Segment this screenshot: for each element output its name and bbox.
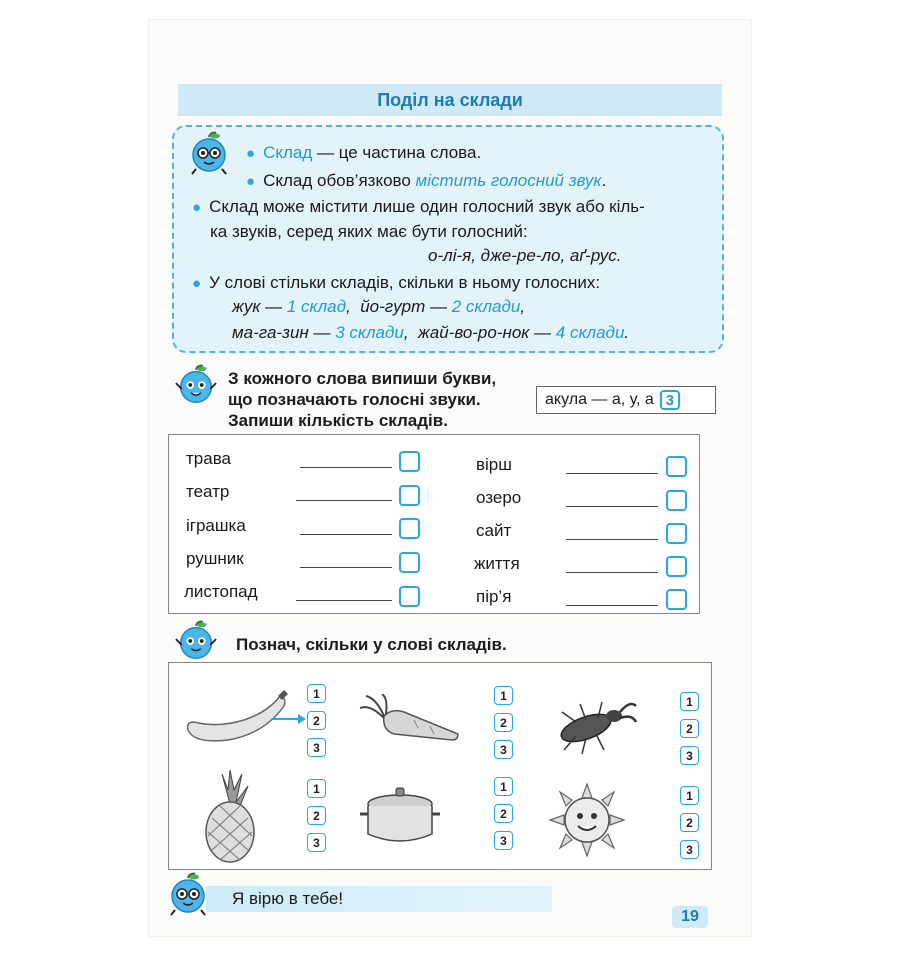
- answer-line[interactable]: [296, 600, 392, 601]
- example-text: акула — а, у, а: [545, 391, 654, 408]
- apple-mascot-icon: [174, 620, 218, 664]
- task-1-example: [536, 386, 716, 414]
- apple-mascot-icon: [186, 131, 232, 177]
- task-1-line-2: що позначають голосні звуки.: [228, 390, 481, 409]
- bullet-icon: ●: [192, 199, 202, 216]
- option-1-box[interactable]: 1: [307, 684, 326, 703]
- rule-3-example-words: о-лі-я, дже-ре-ло, аґ-рус.: [428, 246, 622, 265]
- option-3-box[interactable]: 3: [494, 740, 513, 759]
- bullet-icon: ●: [246, 145, 256, 162]
- comma: ,: [520, 297, 526, 316]
- rule-3-text-2: ка звуків, серед яких має бути голосний:: [210, 222, 528, 241]
- word-right-5: пір’я: [476, 587, 512, 606]
- bullet-icon: ●: [192, 275, 202, 292]
- example-zhayvoronok: жай-во-ро-нок —: [418, 323, 556, 342]
- answer-line[interactable]: [566, 605, 658, 606]
- answer-line[interactable]: [300, 567, 392, 568]
- answer-line[interactable]: [300, 467, 392, 468]
- answer-line[interactable]: [296, 500, 392, 501]
- syllable-count-box[interactable]: [666, 589, 687, 610]
- page-title: [178, 84, 722, 116]
- answer-line[interactable]: [566, 572, 658, 573]
- page-title-text: Поділ на склади: [377, 89, 523, 110]
- syllable-count-box[interactable]: [666, 490, 687, 511]
- word-left-3: іграшка: [186, 516, 246, 535]
- example-yohurt: йо-гурт —: [360, 297, 452, 316]
- option-3-box[interactable]: 3: [307, 833, 326, 852]
- option-1-box[interactable]: 1: [494, 777, 513, 796]
- answer-line[interactable]: [566, 506, 658, 507]
- word-left-5: листопад: [184, 582, 258, 601]
- pot-icon: [358, 784, 442, 848]
- beetle-icon: [546, 692, 640, 756]
- syllable-count-box[interactable]: [399, 552, 420, 573]
- task-1-line-1: З кожного слова випиши букви,: [228, 369, 497, 388]
- option-2-box[interactable]: 2: [680, 719, 699, 738]
- word-right-2: озеро: [476, 488, 522, 507]
- syllable-count-box[interactable]: [666, 523, 687, 544]
- footer-text: Я вірю в тебе!: [232, 889, 344, 908]
- option-2-box[interactable]: 2: [307, 711, 326, 730]
- rule-4-text: У слові стільки складів, скільки в ньому голосних:: [209, 273, 601, 292]
- pineapple-icon: [198, 770, 262, 864]
- example-zhayvoronok-count: 4 склади: [555, 323, 625, 342]
- footer-bar: [206, 886, 552, 912]
- rule-3-text-1: Склад може містити лише один голосний звук або кіль-: [209, 197, 645, 216]
- sun-icon: [548, 782, 626, 858]
- rule-2-emphasis: містить голосний звук: [415, 171, 602, 190]
- rule-3-line-1: [192, 197, 645, 217]
- option-3-box[interactable]: 3: [307, 738, 326, 757]
- rule-3-line-2: [210, 222, 528, 242]
- rule-4-line-1: [192, 273, 600, 293]
- option-2-box[interactable]: 2: [680, 813, 699, 832]
- example-zhuk-count: 1 склад: [286, 297, 347, 316]
- option-3-box[interactable]: 3: [494, 831, 513, 850]
- rule-4-examples-2: [232, 323, 629, 343]
- option-2-box[interactable]: 2: [494, 804, 513, 823]
- option-3-box[interactable]: 3: [680, 840, 699, 859]
- comma: ,: [346, 297, 351, 316]
- option-1-box[interactable]: 1: [307, 779, 326, 798]
- rule-3-examples: [428, 246, 621, 266]
- rule-2: [246, 171, 606, 191]
- apple-mascot-icon: [174, 364, 218, 408]
- page-number: 19: [672, 906, 708, 928]
- word-left-4: рушник: [186, 549, 244, 568]
- rule-1: [246, 143, 481, 163]
- rule-1-term: Склад: [263, 143, 313, 162]
- rule-2-end: .: [601, 171, 607, 190]
- option-1-box[interactable]: 1: [494, 686, 513, 705]
- period: .: [624, 323, 630, 342]
- example-zhuk: жук —: [232, 297, 287, 316]
- comma: ,: [403, 323, 409, 342]
- apple-mascot-icon: [164, 872, 212, 918]
- rule-1-text: — це частина слова.: [312, 143, 482, 162]
- word-left-2: театр: [186, 482, 230, 501]
- word-right-1: вірш: [476, 455, 512, 474]
- answer-line[interactable]: [566, 473, 658, 474]
- example-yohurt-count: 2 склади: [451, 297, 521, 316]
- syllable-count-box[interactable]: [399, 586, 420, 607]
- task-1-instructions: [228, 368, 496, 431]
- option-2-box[interactable]: 2: [307, 806, 326, 825]
- example-mahazyn: ма-га-зин —: [232, 323, 336, 342]
- example-count: 3: [660, 390, 680, 410]
- task-2-instructions: Познач, скільки у слові складів.: [236, 635, 507, 654]
- option-3-box[interactable]: 3: [680, 746, 699, 765]
- syllable-count-box[interactable]: [666, 556, 687, 577]
- carrot-icon: [354, 694, 462, 750]
- option-1-box[interactable]: 1: [680, 692, 699, 711]
- answer-line[interactable]: [566, 539, 658, 540]
- example-mahazyn-count: 3 склади: [335, 323, 404, 342]
- rule-2-text: Склад обов’язково: [263, 171, 416, 190]
- syllable-count-box[interactable]: [666, 456, 687, 477]
- syllable-count-box[interactable]: [399, 518, 420, 539]
- arrow-icon: [270, 712, 308, 726]
- word-left-1: трава: [186, 449, 231, 468]
- syllable-count-box[interactable]: [399, 485, 420, 506]
- option-2-box[interactable]: 2: [494, 713, 513, 732]
- answer-line[interactable]: [300, 534, 392, 535]
- word-right-4: життя: [474, 554, 520, 573]
- option-1-box[interactable]: 1: [680, 786, 699, 805]
- word-right-3: сайт: [476, 521, 512, 540]
- syllable-count-box[interactable]: [399, 451, 420, 472]
- rule-4-examples-1: [232, 297, 525, 317]
- task-1-line-3: Запиши кількість складів.: [228, 411, 448, 430]
- bullet-icon: ●: [246, 173, 256, 190]
